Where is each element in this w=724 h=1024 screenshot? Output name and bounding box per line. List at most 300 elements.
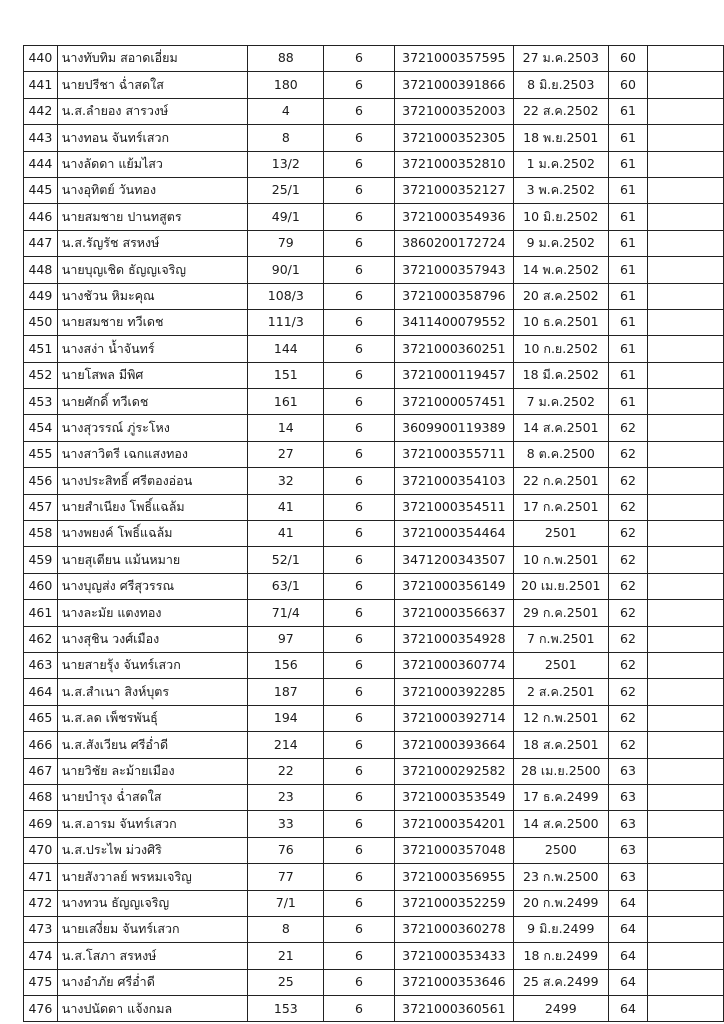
age: 63 — [608, 758, 648, 784]
remarks-cell — [648, 969, 724, 995]
table-row — [24, 204, 724, 230]
village-number: 6 — [324, 151, 394, 177]
birth-date: 17 ก.ค.2501 — [514, 494, 608, 520]
birth-date: 7 ม.ค.2502 — [514, 389, 608, 415]
citizen-id: 3721000352810 — [394, 151, 513, 177]
birth-date: 7 ก.พ.2501 — [514, 626, 608, 652]
row-number: 463 — [24, 652, 58, 678]
table-row — [24, 468, 724, 494]
remarks-cell — [648, 72, 724, 98]
age: 61 — [608, 362, 648, 388]
age: 61 — [608, 151, 648, 177]
person-name: นางประสิทธิ์ ศรีตองอ่อน — [57, 468, 248, 494]
birth-date: 2500 — [514, 837, 608, 863]
village-number: 6 — [324, 890, 394, 916]
person-name: นางทอน จันทร์เสวก — [57, 125, 248, 151]
remarks-cell — [648, 732, 724, 758]
birth-date: 20 ส.ค.2502 — [514, 283, 608, 309]
table-row — [24, 996, 724, 1022]
age: 62 — [608, 679, 648, 705]
birth-date: 14 ส.ค.2501 — [514, 415, 608, 441]
village-number: 6 — [324, 494, 394, 520]
person-name: นางทวน ธัญญเจริญ — [57, 890, 248, 916]
birth-date: 18 มี.ค.2502 — [514, 362, 608, 388]
house-number: 156 — [248, 652, 324, 678]
person-name: นางสาวิตรี เฉกแสงทอง — [57, 441, 248, 467]
citizen-id: 3721000392285 — [394, 679, 513, 705]
village-number: 6 — [324, 98, 394, 124]
row-number: 465 — [24, 705, 58, 731]
row-number: 462 — [24, 626, 58, 652]
table-row — [24, 784, 724, 810]
village-number: 6 — [324, 679, 394, 705]
birth-date: 10 ก.พ.2501 — [514, 547, 608, 573]
age: 64 — [608, 943, 648, 969]
table-row — [24, 547, 724, 573]
table-row — [24, 864, 724, 890]
person-name: นางละมัย แตงทอง — [57, 600, 248, 626]
house-number: 153 — [248, 996, 324, 1022]
birth-date: 18 ส.ค.2501 — [514, 732, 608, 758]
table-row — [24, 600, 724, 626]
age: 61 — [608, 204, 648, 230]
remarks-cell — [648, 679, 724, 705]
age: 61 — [608, 230, 648, 256]
remarks-cell — [648, 415, 724, 441]
birth-date: 2501 — [514, 652, 608, 678]
age: 62 — [608, 521, 648, 547]
age: 61 — [608, 125, 648, 151]
row-number: 448 — [24, 257, 58, 283]
village-number: 6 — [324, 257, 394, 283]
remarks-cell — [648, 309, 724, 335]
village-number: 6 — [324, 177, 394, 203]
row-number: 474 — [24, 943, 58, 969]
village-number: 6 — [324, 837, 394, 863]
table-row — [24, 389, 724, 415]
table-row — [24, 969, 724, 995]
table-row — [24, 811, 724, 837]
citizen-id: 3721000354103 — [394, 468, 513, 494]
citizen-id: 3721000353646 — [394, 969, 513, 995]
age: 64 — [608, 916, 648, 942]
birth-date: 10 ก.ย.2502 — [514, 336, 608, 362]
village-number: 6 — [324, 784, 394, 810]
remarks-cell — [648, 652, 724, 678]
remarks-cell — [648, 837, 724, 863]
table-row — [24, 890, 724, 916]
village-number: 6 — [324, 72, 394, 98]
citizen-id: 3721000354464 — [394, 521, 513, 547]
person-name: นางบุญส่ง ศรีสุวรรณ — [57, 573, 248, 599]
table-row — [24, 336, 724, 362]
row-number: 471 — [24, 864, 58, 890]
citizen-id: 3721000352127 — [394, 177, 513, 203]
remarks-cell — [648, 283, 724, 309]
citizen-id: 3721000119457 — [394, 362, 513, 388]
row-number: 443 — [24, 125, 58, 151]
birth-date: 29 ก.ค.2501 — [514, 600, 608, 626]
table-row — [24, 309, 724, 335]
birth-date: 9 มิ.ย.2499 — [514, 916, 608, 942]
table-row — [24, 573, 724, 599]
person-name: นายสมชาย ปานทสูตร — [57, 204, 248, 230]
citizen-id: 3721000357048 — [394, 837, 513, 863]
birth-date: 14 พ.ค.2502 — [514, 257, 608, 283]
remarks-cell — [648, 916, 724, 942]
citizen-id: 3721000354201 — [394, 811, 513, 837]
person-name: นายสมชาย ทวีเดช — [57, 309, 248, 335]
house-number: 63/1 — [248, 573, 324, 599]
birth-date: 17 ธ.ค.2499 — [514, 784, 608, 810]
table-row — [24, 494, 724, 520]
house-number: 22 — [248, 758, 324, 784]
row-number: 456 — [24, 468, 58, 494]
age: 61 — [608, 257, 648, 283]
house-number: 88 — [248, 46, 324, 72]
remarks-cell — [648, 151, 724, 177]
birth-date: 18 ก.ย.2499 — [514, 943, 608, 969]
village-number: 6 — [324, 309, 394, 335]
age: 62 — [608, 415, 648, 441]
citizen-id: 3721000356955 — [394, 864, 513, 890]
row-number: 454 — [24, 415, 58, 441]
person-name: นางทับทิม สอาดเอี่ยม — [57, 46, 248, 72]
birth-date: 18 พ.ย.2501 — [514, 125, 608, 151]
remarks-cell — [648, 468, 724, 494]
birth-date: 9 ม.ค.2502 — [514, 230, 608, 256]
row-number: 475 — [24, 969, 58, 995]
age: 62 — [608, 652, 648, 678]
age: 62 — [608, 547, 648, 573]
house-number: 8 — [248, 125, 324, 151]
citizen-id: 3471200343507 — [394, 547, 513, 573]
village-number: 6 — [324, 996, 394, 1022]
row-number: 441 — [24, 72, 58, 98]
age: 61 — [608, 389, 648, 415]
person-name: นายเสงี่ยม จันทร์เสวก — [57, 916, 248, 942]
row-number: 445 — [24, 177, 58, 203]
citizen-id: 3721000352305 — [394, 125, 513, 151]
citizen-id: 3411400079552 — [394, 309, 513, 335]
age: 60 — [608, 46, 648, 72]
row-number: 468 — [24, 784, 58, 810]
row-number: 472 — [24, 890, 58, 916]
table-row — [24, 626, 724, 652]
remarks-cell — [648, 257, 724, 283]
person-name: นายสายรุ้ง จันทร์เสวก — [57, 652, 248, 678]
person-name: นางชัวน หิมะคุณ — [57, 283, 248, 309]
citizen-id: 3721000356149 — [394, 573, 513, 599]
person-name: น.ส.สำเนา สิงห์บุตร — [57, 679, 248, 705]
person-name: นายบุญเชิด ธัญญเจริญ — [57, 257, 248, 283]
birth-date: 12 ก.พ.2501 — [514, 705, 608, 731]
table-row — [24, 705, 724, 731]
age: 61 — [608, 309, 648, 335]
row-number: 446 — [24, 204, 58, 230]
age: 64 — [608, 969, 648, 995]
house-number: 108/3 — [248, 283, 324, 309]
row-number: 440 — [24, 46, 58, 72]
row-number: 452 — [24, 362, 58, 388]
birth-date: 28 เม.ย.2500 — [514, 758, 608, 784]
person-name: นางปนัดดา แจ้งกมล — [57, 996, 248, 1022]
village-number: 6 — [324, 705, 394, 731]
village-number: 6 — [324, 864, 394, 890]
row-number: 457 — [24, 494, 58, 520]
remarks-cell — [648, 46, 724, 72]
house-number: 79 — [248, 230, 324, 256]
person-name: นายวิชัย ละม้ายเมือง — [57, 758, 248, 784]
person-name: นางอุทิตย์ วันทอง — [57, 177, 248, 203]
birth-date: 10 ธ.ค.2501 — [514, 309, 608, 335]
person-name: น.ส.อารม จันทร์เสวก — [57, 811, 248, 837]
village-number: 6 — [324, 916, 394, 942]
village-number: 6 — [324, 125, 394, 151]
birth-date: 14 ส.ค.2500 — [514, 811, 608, 837]
birth-date: 8 มิ.ย.2503 — [514, 72, 608, 98]
remarks-cell — [648, 943, 724, 969]
row-number: 460 — [24, 573, 58, 599]
person-name: นางสุชิน วงศ์เมือง — [57, 626, 248, 652]
village-number: 6 — [324, 230, 394, 256]
citizen-id: 3721000360251 — [394, 336, 513, 362]
citizen-id: 3721000357943 — [394, 257, 513, 283]
citizen-id: 3721000360774 — [394, 652, 513, 678]
birth-date: 2499 — [514, 996, 608, 1022]
person-name: นายสุเตียน แม้นหมาย — [57, 547, 248, 573]
remarks-cell — [648, 705, 724, 731]
table-row — [24, 652, 724, 678]
person-name: นายโสพล มีพิศ — [57, 362, 248, 388]
remarks-cell — [648, 996, 724, 1022]
person-name: น.ส.ลด เพ็ชรพันธุ์ — [57, 705, 248, 731]
row-number: 447 — [24, 230, 58, 256]
village-number: 6 — [324, 468, 394, 494]
citizen-id: 3721000355711 — [394, 441, 513, 467]
remarks-cell — [648, 230, 724, 256]
remarks-cell — [648, 521, 724, 547]
table-row — [24, 679, 724, 705]
birth-date: 1 ม.ค.2502 — [514, 151, 608, 177]
house-number: 25/1 — [248, 177, 324, 203]
table-row — [24, 230, 724, 256]
birth-date: 20 เม.ย.2501 — [514, 573, 608, 599]
remarks-cell — [648, 362, 724, 388]
house-number: 27 — [248, 441, 324, 467]
table-row — [24, 837, 724, 863]
table-row — [24, 151, 724, 177]
table-row — [24, 46, 724, 72]
house-number: 71/4 — [248, 600, 324, 626]
table-row — [24, 177, 724, 203]
house-number: 25 — [248, 969, 324, 995]
row-number: 455 — [24, 441, 58, 467]
village-number: 6 — [324, 362, 394, 388]
row-number: 476 — [24, 996, 58, 1022]
village-number: 6 — [324, 626, 394, 652]
row-number: 458 — [24, 521, 58, 547]
row-number: 451 — [24, 336, 58, 362]
age: 62 — [608, 468, 648, 494]
age: 62 — [608, 626, 648, 652]
row-number: 453 — [24, 389, 58, 415]
village-number: 6 — [324, 415, 394, 441]
age: 64 — [608, 996, 648, 1022]
citizen-id: 3721000057451 — [394, 389, 513, 415]
row-number: 442 — [24, 98, 58, 124]
house-number: 214 — [248, 732, 324, 758]
age: 63 — [608, 864, 648, 890]
house-number: 33 — [248, 811, 324, 837]
row-number: 469 — [24, 811, 58, 837]
citizen-id: 3721000354936 — [394, 204, 513, 230]
citizen-id: 3721000360561 — [394, 996, 513, 1022]
citizen-id: 3721000358796 — [394, 283, 513, 309]
birth-date: 3 พ.ค.2502 — [514, 177, 608, 203]
birth-date: 25 ส.ค.2499 — [514, 969, 608, 995]
remarks-cell — [648, 600, 724, 626]
house-number: 144 — [248, 336, 324, 362]
person-name: นางพยงค์ โพธิ์แฉล้ม — [57, 521, 248, 547]
remarks-cell — [648, 98, 724, 124]
village-number: 6 — [324, 943, 394, 969]
house-number: 21 — [248, 943, 324, 969]
row-number: 461 — [24, 600, 58, 626]
citizen-id: 3721000352003 — [394, 98, 513, 124]
house-number: 23 — [248, 784, 324, 810]
table-row — [24, 283, 724, 309]
house-number: 32 — [248, 468, 324, 494]
village-number: 6 — [324, 204, 394, 230]
village-number: 6 — [324, 732, 394, 758]
age: 62 — [608, 573, 648, 599]
citizen-id: 3721000354511 — [394, 494, 513, 520]
house-number: 76 — [248, 837, 324, 863]
house-number: 111/3 — [248, 309, 324, 335]
village-number: 6 — [324, 389, 394, 415]
birth-date: 22 ส.ค.2502 — [514, 98, 608, 124]
birth-date: 10 มิ.ย.2502 — [514, 204, 608, 230]
remarks-cell — [648, 441, 724, 467]
house-number: 161 — [248, 389, 324, 415]
remarks-cell — [648, 864, 724, 890]
house-number: 4 — [248, 98, 324, 124]
birth-date: 20 ก.พ.2499 — [514, 890, 608, 916]
house-number: 187 — [248, 679, 324, 705]
citizen-id: 3860200172724 — [394, 230, 513, 256]
village-number: 6 — [324, 336, 394, 362]
house-number: 194 — [248, 705, 324, 731]
table-body — [24, 46, 724, 1022]
house-number: 14 — [248, 415, 324, 441]
birth-date: 23 ก.พ.2500 — [514, 864, 608, 890]
table-row — [24, 98, 724, 124]
citizen-id: 3721000391866 — [394, 72, 513, 98]
age: 62 — [608, 441, 648, 467]
village-number: 6 — [324, 573, 394, 599]
person-name: น.ส.โสภา สรหงษ์ — [57, 943, 248, 969]
citizen-id: 3721000292582 — [394, 758, 513, 784]
citizen-id: 3721000356637 — [394, 600, 513, 626]
remarks-cell — [648, 177, 724, 203]
house-number: 151 — [248, 362, 324, 388]
person-name: น.ส.สังเวียน ศรีอ่ำดี — [57, 732, 248, 758]
house-number: 8 — [248, 916, 324, 942]
house-number: 97 — [248, 626, 324, 652]
remarks-cell — [648, 336, 724, 362]
person-name: น.ส.ลำยอง สารวงษ์ — [57, 98, 248, 124]
remarks-cell — [648, 547, 724, 573]
age: 61 — [608, 177, 648, 203]
village-number: 6 — [324, 969, 394, 995]
remarks-cell — [648, 125, 724, 151]
house-number: 52/1 — [248, 547, 324, 573]
person-name: นายสังวาลย์ พรหมเจริญ — [57, 864, 248, 890]
birth-date: 22 ก.ค.2501 — [514, 468, 608, 494]
table-row — [24, 521, 724, 547]
person-name: นายสำเนียง โพธิ์แฉล้ม — [57, 494, 248, 520]
village-number: 6 — [324, 283, 394, 309]
age: 64 — [608, 890, 648, 916]
remarks-cell — [648, 890, 724, 916]
table-row — [24, 441, 724, 467]
table-row — [24, 125, 724, 151]
village-number: 6 — [324, 46, 394, 72]
remarks-cell — [648, 389, 724, 415]
row-number: 467 — [24, 758, 58, 784]
remarks-cell — [648, 784, 724, 810]
row-number: 473 — [24, 916, 58, 942]
age: 63 — [608, 784, 648, 810]
village-number: 6 — [324, 652, 394, 678]
village-number: 6 — [324, 600, 394, 626]
table-row — [24, 415, 724, 441]
citizen-id: 3721000352259 — [394, 890, 513, 916]
age: 62 — [608, 600, 648, 626]
age: 61 — [608, 283, 648, 309]
village-number: 6 — [324, 811, 394, 837]
age: 62 — [608, 494, 648, 520]
citizen-id: 3721000392714 — [394, 705, 513, 731]
age: 61 — [608, 336, 648, 362]
age: 62 — [608, 705, 648, 731]
citizen-id: 3721000353549 — [394, 784, 513, 810]
house-number: 49/1 — [248, 204, 324, 230]
citizen-id: 3721000393664 — [394, 732, 513, 758]
registry-table — [23, 45, 724, 1022]
citizen-id: 3609900119389 — [394, 415, 513, 441]
remarks-cell — [648, 758, 724, 784]
row-number: 450 — [24, 309, 58, 335]
remarks-cell — [648, 626, 724, 652]
remarks-cell — [648, 494, 724, 520]
citizen-id: 3721000360278 — [394, 916, 513, 942]
village-number: 6 — [324, 441, 394, 467]
remarks-cell — [648, 204, 724, 230]
person-name: น.ส.รัญรัช สรหงษ์ — [57, 230, 248, 256]
row-number: 464 — [24, 679, 58, 705]
person-name: นายบำรุง ฉ่ำสดใส — [57, 784, 248, 810]
birth-date: 27 ม.ค.2503 — [514, 46, 608, 72]
row-number: 470 — [24, 837, 58, 863]
table-row — [24, 257, 724, 283]
age: 62 — [608, 732, 648, 758]
person-name: นางลัดดา แย้มไสว — [57, 151, 248, 177]
row-number: 444 — [24, 151, 58, 177]
table-row — [24, 943, 724, 969]
person-name: นางสง่า น้ำจันทร์ — [57, 336, 248, 362]
